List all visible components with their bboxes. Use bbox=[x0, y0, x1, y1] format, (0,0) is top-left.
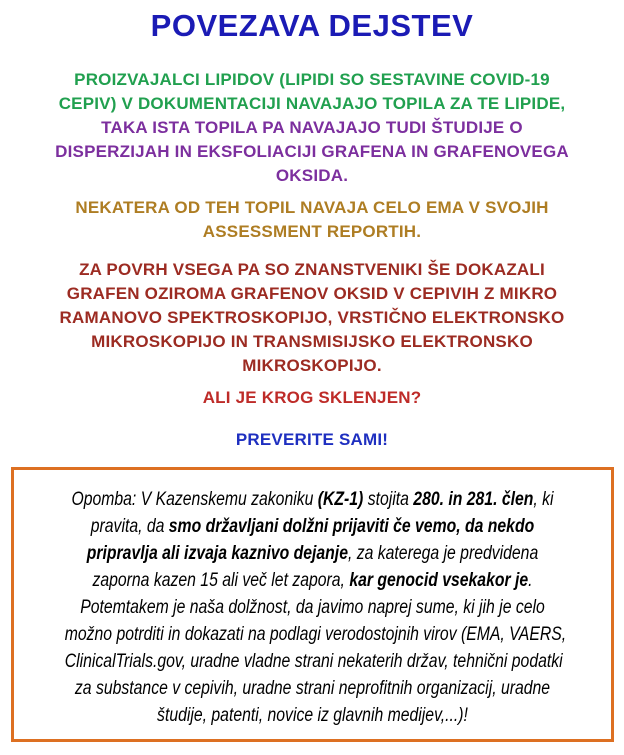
note-text: ClinicalTrials.gov, uradne vladne strani nekaterih držav, tehnični podatki bbox=[64, 651, 563, 672]
note-line bbox=[65, 594, 561, 621]
paragraph-microscopy-evidence bbox=[0, 258, 624, 378]
text-line: MIKROSKOPIJO IN TRANSMISIJSKO ELEKTRONSKO bbox=[91, 332, 533, 351]
note-text: Potemtakem je naša dolžnost, da javimo naprej sume, ki jih je celo bbox=[80, 597, 545, 618]
note-line bbox=[65, 702, 561, 729]
text-line: PROIZVAJALCI LIPIDOV (LIPIDI SO SESTAVINE COVID-19 bbox=[74, 70, 550, 89]
note-lines bbox=[14, 486, 611, 729]
note-text-bold: smo državljani dolžni prijaviti če vemo, da nekdo bbox=[168, 516, 535, 537]
text-line: MIKROSKOPIJO. bbox=[242, 356, 382, 375]
text-line: GRAFEN OZIROMA GRAFENOV OKSID V CEPIVIH Z MIKRO bbox=[66, 284, 558, 303]
text-line: NEKATERA OD TEH TOPIL NAVAJA CELO EMA V SVOJIH bbox=[75, 198, 549, 217]
note-line bbox=[65, 540, 561, 567]
note-text-bold: kar genocid vsekakor je bbox=[349, 570, 529, 591]
note-text: stojita bbox=[363, 489, 414, 510]
note-line bbox=[65, 486, 561, 513]
text-line: ALI JE KROG SKLENJEN? bbox=[202, 388, 422, 407]
note-text: Opomba: V Kazenskemu zakoniku bbox=[71, 489, 318, 510]
note-text: , ki bbox=[533, 489, 554, 510]
text-line: PREVERITE SAMI! bbox=[235, 430, 389, 449]
note-text-bold: 280. in 281. člen bbox=[413, 489, 534, 510]
note-text: možno potrditi in dokazati na podlagi verodostojnih virov (EMA, VAERS, bbox=[64, 624, 567, 645]
note-line bbox=[64, 621, 567, 648]
note-line bbox=[65, 675, 561, 702]
note-line bbox=[65, 567, 561, 594]
text-line: CEPIV) V DOKUMENTACIJI NAVAJAJO TOPILA ZA TE LIPIDE, bbox=[58, 94, 566, 113]
note-line bbox=[65, 648, 561, 675]
note-text: , za katerega je predvidena bbox=[347, 543, 539, 564]
paragraph-ema-reports bbox=[0, 196, 624, 244]
text-line: DISPERZIJAH IN EKSFOLIACIJI GRAFENA IN GRAFENOVEGA bbox=[55, 142, 569, 161]
paragraph-lipid-solvents bbox=[0, 68, 624, 188]
paragraph-call-to-action bbox=[0, 428, 624, 452]
text-line: TAKA ISTA TOPILA PA NAVAJAJO TUDI ŠTUDIJE O bbox=[101, 118, 523, 137]
note-text: za substance v cepivih, uradne strani neprofitnih organizacij, uradne bbox=[74, 678, 551, 699]
note-text: zaporna kazen 15 ali več let zapora, bbox=[92, 570, 350, 591]
note-text: . bbox=[528, 570, 533, 591]
text-line: RAMANOVO SPEKTROSKOPIJO, VRSTIČNO ELEKTRONSKO bbox=[59, 308, 565, 327]
note-text-bold: (KZ-1) bbox=[317, 489, 364, 510]
text-line: ASSESSMENT REPORTIH. bbox=[202, 222, 422, 241]
text-line: ZA POVRH VSEGA PA SO ZNANSTVENIKI ŠE DOKAZALI bbox=[79, 260, 545, 279]
note-box bbox=[11, 467, 614, 742]
page-title: POVEZAVA DEJSTEV bbox=[150, 8, 474, 43]
note-line bbox=[65, 513, 561, 540]
text-line: OKSIDA. bbox=[275, 166, 349, 185]
note-text-bold: pripravlja ali izvaja kaznivo dejanje bbox=[86, 543, 348, 564]
note-text: študije, patenti, novice iz glavnih medijev,...)! bbox=[157, 705, 468, 726]
paragraph-question bbox=[0, 386, 624, 410]
note-text: pravita, da bbox=[90, 516, 169, 537]
